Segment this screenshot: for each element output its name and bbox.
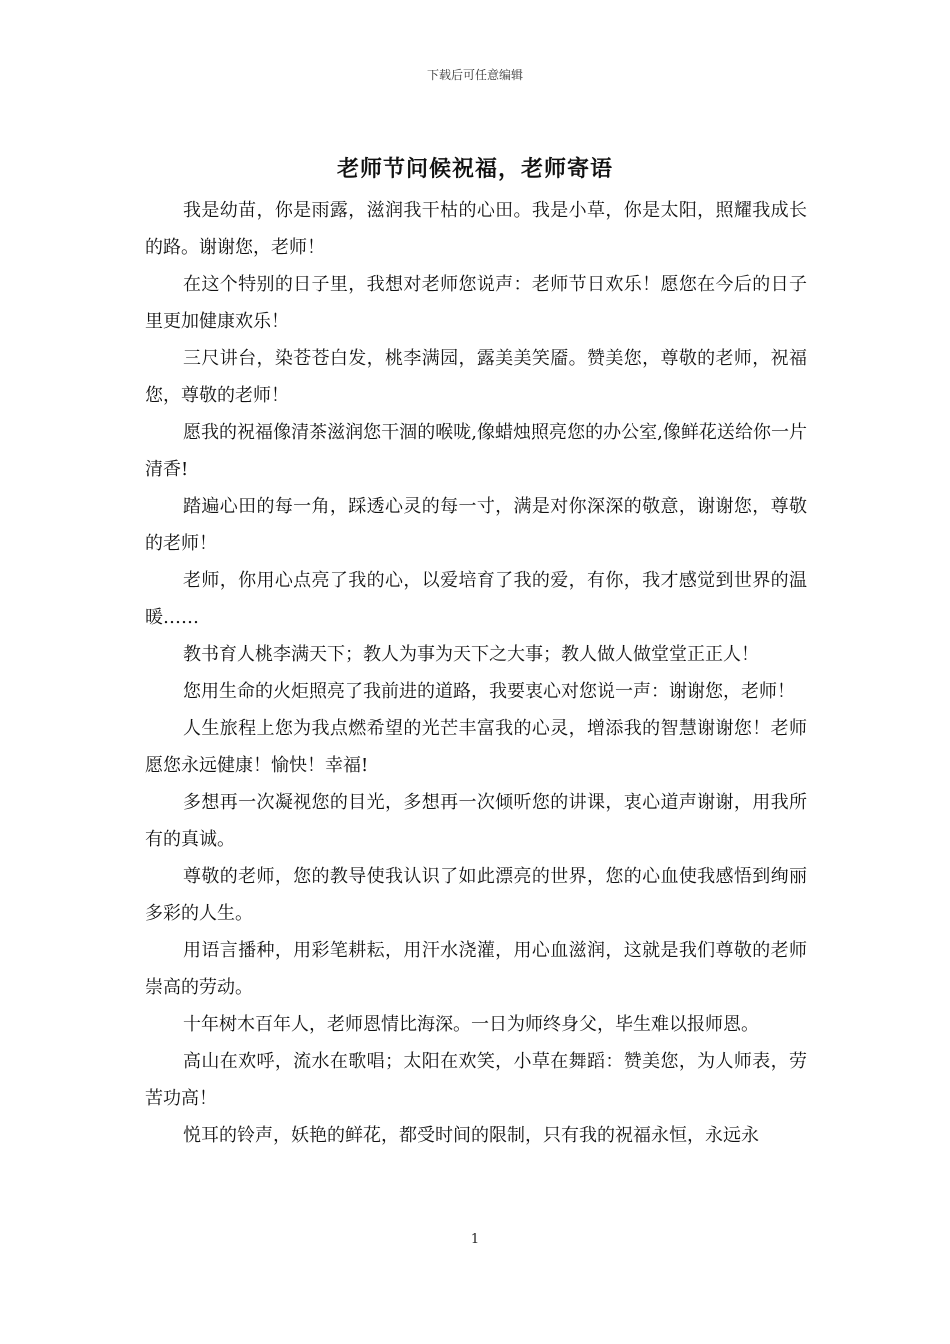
paragraph: 高山在欢呼，流水在歌唱；太阳在欢笑，小草在舞蹈：赞美您，为人师表，劳苦功高！ <box>145 1051 807 1109</box>
paragraph: 多想再一次凝视您的目光，多想再一次倾听您的讲课，衷心道声谢谢，用我所有的真诚。 <box>145 792 807 850</box>
paragraph: 三尺讲台，染苍苍白发，桃李满园，露美美笑靥。赞美您，尊敬的老师，祝福您，尊敬的老师！ <box>145 348 807 406</box>
paragraph: 老师，你用心点亮了我的心，以爱培育了我的爱，有你，我才感觉到世界的温暖…… <box>145 570 807 628</box>
paragraph: 教书育人桃李满天下；教人为事为天下之大事；教人做人做堂堂正正人！ <box>183 644 759 665</box>
paragraph: 十年树木百年人，老师恩情比海深。一日为师终身父，毕生难以报师恩。 <box>183 1014 759 1035</box>
document-title: 老师节问候祝福，老师寄语 <box>336 156 613 182</box>
page-number: 1 <box>470 1232 480 1247</box>
paragraph: 您用生命的火炬照亮了我前进的道路，我要衷心对您说一声：谢谢您，老师！ <box>183 681 795 702</box>
paragraph: 我是幼苗，你是雨露，滋润我干枯的心田。我是小草，你是太阳，照耀我成长的路。谢谢您，老师！ <box>145 200 807 258</box>
page-header: 下载后可任意编辑 <box>426 68 523 82</box>
paragraph: 愿我的祝福像清茶滋润您干涸的喉咙,像蜡烛照亮您的办公室,像鲜花送给你一片清香! <box>145 422 807 480</box>
paragraph: 踏遍心田的每一角，踩透心灵的每一寸，满是对你深深的敬意，谢谢您，尊敬的老师！ <box>145 496 807 554</box>
paragraph: 悦耳的铃声，妖艳的鲜花，都受时间的限制，只有我的祝福永恒，永远永 <box>183 1125 759 1146</box>
paragraph: 在这个特别的日子里，我想对老师您说声：老师节日欢乐！愿您在今后的日子里更加健康欢乐！ <box>145 274 807 332</box>
document-body <box>145 192 807 1154</box>
paragraph: 尊敬的老师，您的教导使我认识了如此漂亮的世界，您的心血使我感悟到绚丽多彩的人生。 <box>145 866 807 924</box>
paragraph: 人生旅程上您为我点燃希望的光芒丰富我的心灵，增添我的智慧谢谢您！老师愿您永远健康！愉快！幸福! <box>145 718 807 776</box>
paragraph: 用语言播种，用彩笔耕耘，用汗水浇灌，用心血滋润，这就是我们尊敬的老师崇高的劳动。 <box>145 940 807 998</box>
